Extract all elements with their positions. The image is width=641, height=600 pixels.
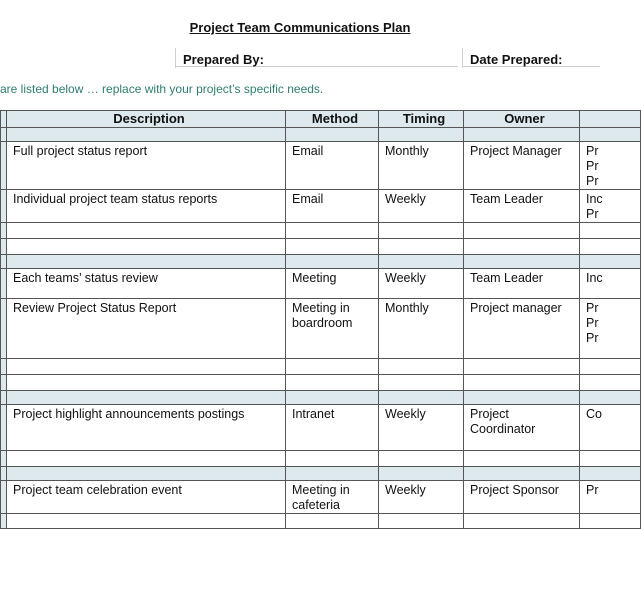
- timing-cell: Monthly: [379, 299, 464, 359]
- timing-cell: Weekly: [379, 405, 464, 451]
- document-title: Project Team Communications Plan: [189, 20, 411, 35]
- timing-cell: Monthly: [379, 142, 464, 190]
- method-cell: Intranet: [286, 405, 379, 451]
- communications-table: [0, 110, 641, 529]
- table-row: [1, 142, 641, 190]
- date-prepared-label: Date Prepared:: [470, 52, 563, 67]
- timing-cell: Weekly: [379, 269, 464, 299]
- section-row: [1, 128, 641, 142]
- table-row: [1, 405, 641, 451]
- column-header-description: Description: [7, 111, 286, 128]
- description-cell: Project highlight announcements postings: [7, 405, 286, 451]
- method-cell: Meeting: [286, 269, 379, 299]
- table-header-row: [1, 111, 641, 128]
- header-divider: [462, 48, 463, 68]
- section-row: [1, 467, 641, 481]
- empty-row: [1, 514, 641, 529]
- empty-row: [1, 375, 641, 391]
- description-cell: Project team celebration event: [7, 481, 286, 514]
- extra-cell: Inc Pr: [580, 190, 641, 223]
- owner-cell: Project Coordinator: [464, 405, 580, 451]
- owner-cell: Project Sponsor: [464, 481, 580, 514]
- column-header-owner: Owner: [464, 111, 580, 128]
- timing-cell: Weekly: [379, 190, 464, 223]
- extra-cell: Pr Pr Pr: [580, 142, 641, 190]
- table-row: [1, 481, 641, 514]
- description-cell: Each teams’ status review: [7, 269, 286, 299]
- owner-cell: Team Leader: [464, 190, 580, 223]
- timing-cell: Weekly: [379, 481, 464, 514]
- table-row: [1, 299, 641, 359]
- owner-cell: Team Leader: [464, 269, 580, 299]
- section-row: [1, 391, 641, 405]
- description-cell: Full project status report: [7, 142, 286, 190]
- method-cell: Meeting in cafeteria: [286, 481, 379, 514]
- description-cell: Review Project Status Report: [7, 299, 286, 359]
- owner-cell: Project Manager: [464, 142, 580, 190]
- extra-cell: Pr: [580, 481, 641, 514]
- extra-cell: Pr Pr Pr: [580, 299, 641, 359]
- instructions-text: are listed below … replace with your project’s specific needs.: [0, 82, 324, 96]
- method-cell: Email: [286, 190, 379, 223]
- column-header-method: Method: [286, 111, 379, 128]
- header-divider: [175, 48, 176, 68]
- column-header-timing: Timing: [379, 111, 464, 128]
- table-row: [1, 269, 641, 299]
- empty-row: [1, 223, 641, 239]
- table-row: [1, 190, 641, 223]
- prepared-by-label: Prepared By:: [183, 52, 264, 67]
- extra-cell: Inc: [580, 269, 641, 299]
- empty-row: [1, 451, 641, 467]
- section-row: [1, 255, 641, 269]
- empty-row: [1, 359, 641, 375]
- empty-row: [1, 239, 641, 255]
- method-cell: Meeting in boardroom: [286, 299, 379, 359]
- owner-cell: Project manager: [464, 299, 580, 359]
- description-cell: Individual project team status reports: [7, 190, 286, 223]
- extra-cell: Co: [580, 405, 641, 451]
- method-cell: Email: [286, 142, 379, 190]
- column-header-extra: [580, 111, 641, 128]
